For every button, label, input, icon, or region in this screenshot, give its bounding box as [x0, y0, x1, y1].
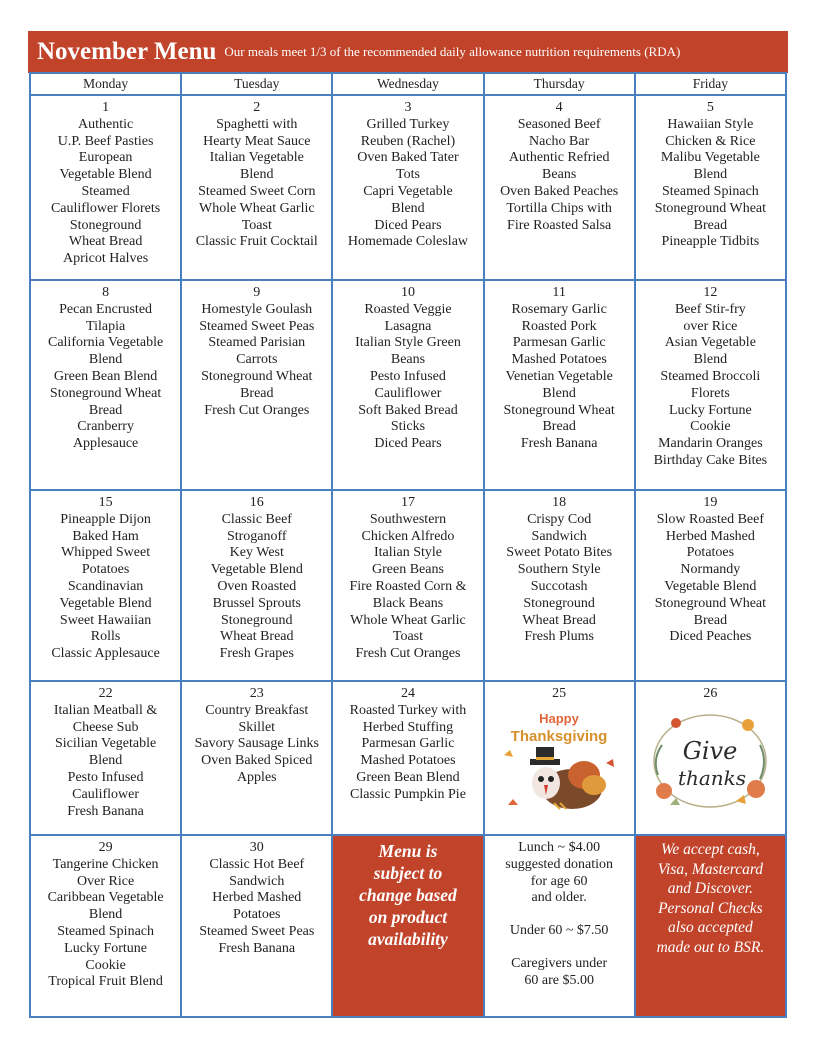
menu-item: Apples — [236, 769, 277, 785]
thanksgiving-cell — [484, 681, 635, 835]
menu-item: Diced Pears — [374, 217, 442, 233]
menu-item: Bread — [693, 217, 728, 233]
day-number: 24 — [400, 686, 415, 701]
menu-item: Spaghetti with — [216, 116, 298, 132]
menu-item: Steamed Sweet Peas — [199, 923, 315, 939]
day-cell — [484, 490, 635, 681]
menu-item: Blend — [693, 167, 728, 183]
menu-item: Potatoes — [81, 562, 130, 578]
day-cell — [181, 280, 332, 490]
menu-item: U.P. Beef Pasties — [57, 133, 154, 149]
day-number: 18 — [552, 495, 567, 510]
menu-item: Normandy — [680, 562, 741, 578]
caregiver-price: 60 are $5.00 — [524, 972, 594, 988]
day-cell — [181, 95, 332, 280]
day-number: 29 — [98, 840, 113, 855]
menu-item: Pecan Encrusted — [59, 301, 153, 317]
menu-item: Cauliflower — [72, 786, 140, 802]
day-number: 22 — [98, 686, 113, 701]
day-cell — [332, 95, 483, 280]
menu-header — [28, 31, 788, 73]
day-number: 25 — [552, 686, 567, 701]
menu-item: Chicken & Rice — [665, 133, 756, 149]
menu-item: Stoneground Wheat — [654, 200, 767, 216]
menu-item: Classic Pumpkin Pie — [350, 786, 466, 802]
menu-item: Reuben (Rachel) — [360, 133, 456, 149]
menu-item: Hearty Meat Sauce — [203, 133, 311, 149]
menu-item: Steamed Broccoli — [660, 368, 761, 384]
menu-item: Classic Beef — [221, 511, 292, 527]
menu-item: over Rice — [683, 318, 738, 334]
menu-item: Sandwich — [531, 528, 587, 544]
menu-item: Steamed Spinach — [57, 923, 154, 939]
price-line: Lunch ~ $4.00 — [518, 840, 601, 855]
menu-item: Rosemary Garlic — [511, 301, 607, 317]
menu-calendar — [29, 72, 787, 1018]
weekday-tuesday: Tuesday — [181, 73, 332, 95]
menu-item: Sticks — [390, 419, 426, 435]
note-line: on product — [368, 907, 448, 927]
menu-item: Scandinavian — [67, 578, 144, 594]
menu-item: Toast — [392, 629, 424, 645]
menu-item: Pineapple Tidbits — [661, 234, 760, 250]
day-cell — [332, 280, 483, 490]
menu-item: Italian Style Green — [355, 335, 461, 351]
menu-item: Classic Hot Beef — [209, 856, 305, 872]
menu-item: Asian Vegetable — [664, 335, 756, 351]
menu-item: Tangerine Chicken — [52, 856, 159, 872]
week-row — [30, 681, 786, 835]
menu-item: Toast — [241, 217, 272, 233]
menu-item: Diced Peaches — [669, 629, 752, 645]
under60-price: Under 60 ~ $7.50 — [509, 923, 609, 939]
menu-item: Mashed Potatoes — [360, 753, 456, 769]
menu-item: Steamed Spinach — [661, 183, 759, 199]
menu-item: Whipped Sweet — [61, 545, 151, 561]
day-number: 23 — [249, 686, 264, 701]
menu-item: Authentic Refried — [508, 150, 610, 166]
menu-item: Parmesan Garlic — [361, 736, 455, 752]
menu-item: Chicken Alfredo — [361, 528, 455, 544]
menu-item: Whole Wheat Garlic — [198, 200, 315, 216]
menu-item: Bread — [88, 402, 123, 418]
day-cell — [635, 95, 786, 280]
give-thanks-cell — [635, 681, 786, 835]
day-cell — [181, 835, 332, 1017]
note-line: change based — [359, 885, 457, 905]
menu-item: Soft Baked Bread — [358, 402, 458, 418]
menu-item: Cranberry — [77, 419, 134, 435]
menu-item: Classic Applesauce — [51, 646, 160, 662]
give-text: Give — [683, 736, 738, 765]
turkey-illustration — [494, 705, 624, 817]
menu-item: Venetian Vegetable — [505, 368, 613, 384]
menu-item: Stoneground Wheat — [201, 368, 313, 384]
day-number: 17 — [400, 495, 415, 510]
menu-item: Roasted Veggie — [364, 301, 452, 317]
menu-item: Southwestern — [369, 511, 447, 527]
menu-item: Skillet — [238, 719, 276, 735]
menu-item: Applesauce — [72, 436, 139, 452]
menu-item: Blend — [693, 352, 728, 368]
note-line: subject to — [373, 863, 443, 883]
menu-item: Blend — [88, 907, 123, 923]
menu-item: Roasted Pork — [521, 318, 597, 334]
menu-item: Steamed Sweet Peas — [199, 318, 315, 334]
week-row — [30, 95, 786, 280]
menu-item: Green Bean Blend — [356, 769, 460, 785]
day-cell — [30, 681, 181, 835]
menu-item: Vegetable Blend — [59, 595, 152, 611]
menu-item: Cauliflower — [374, 385, 442, 401]
menu-item: Vegetable Blend — [664, 578, 757, 594]
menu-item: Sweet Potato Bites — [506, 545, 613, 561]
menu-item: Lucky Fortune — [64, 940, 147, 956]
menu-item: Black Beans — [372, 595, 444, 611]
menu-item: Oven Baked Peaches — [500, 183, 619, 199]
day-cell — [484, 280, 635, 490]
menu-item: Wheat Bread — [522, 612, 596, 628]
payment-line: Visa, Mastercard — [657, 860, 764, 878]
menu-item: Tortilla Chips with — [506, 200, 612, 216]
menu-item: Tots — [396, 167, 420, 183]
payment-line: Personal Checks — [658, 899, 763, 917]
payment-line: We accept cash, — [660, 841, 760, 858]
week-row — [30, 280, 786, 490]
menu-subtitle: Our meals meet 1/3 of the recommended daily allowance nutrition requirements (RDA) — [224, 44, 681, 59]
menu-item: Fresh Cut Oranges — [355, 646, 461, 662]
day-cell — [181, 490, 332, 681]
menu-item: Wheat Bread — [68, 234, 143, 250]
menu-item: Fresh Cut Oranges — [204, 402, 310, 418]
menu-item: Malibu Vegetable — [660, 150, 760, 166]
menu-item: Potatoes — [233, 907, 281, 923]
menu-item: Country Breakfast — [205, 702, 309, 718]
menu-item: Hawaiian Style — [667, 116, 754, 132]
menu-item: Potatoes — [686, 545, 735, 561]
menu-item: Classic Fruit Cocktail — [195, 234, 318, 250]
menu-item: Pesto Infused — [67, 769, 144, 785]
menu-item: Beef Stir-fry — [674, 301, 746, 317]
menu-item: Caribbean Vegetable — [47, 890, 164, 906]
menu-item: Beans — [390, 352, 426, 368]
menu-item: Mashed Potatoes — [511, 352, 607, 368]
day-cell — [30, 95, 181, 280]
menu-item: Stoneground Wheat — [49, 385, 162, 401]
availability-note — [332, 835, 483, 1017]
menu-item: Lucky Fortune — [668, 402, 752, 418]
menu-item: Stoneground Wheat — [654, 595, 767, 611]
day-number: 30 — [249, 840, 264, 855]
menu-item: Whole Wheat Garlic — [350, 612, 466, 628]
menu-item: Italian Meatball & — [53, 702, 158, 718]
menu-item: Sweet Hawaiian — [59, 612, 152, 628]
menu-item: Oven Roasted — [217, 578, 297, 594]
menu-item: Stoneground Wheat — [503, 402, 615, 418]
day-cell — [332, 490, 483, 681]
menu-item: Mandarin Oranges — [658, 436, 763, 452]
menu-item: Cookie — [690, 419, 731, 435]
day-number: 9 — [253, 285, 261, 300]
menu-item: Crispy Cod — [527, 511, 592, 527]
menu-item: Fresh Plums — [524, 629, 594, 645]
menu-item: Savory Sausage Links — [194, 736, 319, 752]
menu-item: Blend — [391, 200, 425, 216]
day-number: 4 — [555, 100, 563, 115]
price-line: suggested donation — [505, 856, 614, 872]
menu-item: Green Bean Blend — [53, 368, 158, 384]
payment-line: made out to BSR. — [656, 938, 765, 956]
day-cell — [30, 490, 181, 681]
menu-item: Cookie — [85, 957, 126, 973]
menu-item: Stoneground — [221, 612, 293, 628]
menu-item: Green Beans — [372, 562, 444, 578]
menu-item: Nacho Bar — [529, 133, 590, 149]
menu-item: Fresh Banana — [67, 803, 144, 819]
day-cell — [332, 681, 483, 835]
menu-item: Stroganoff — [226, 528, 287, 544]
menu-item: Sicilian Vegetable — [54, 736, 157, 752]
menu-item: European — [78, 150, 133, 166]
menu-item: Oven Baked Spiced — [201, 753, 313, 769]
menu-item: Herbed Mashed — [212, 890, 302, 906]
week-row — [30, 835, 786, 1017]
menu-item: Herbed Stuffing — [362, 719, 454, 735]
caregiver-price: Caregivers under — [511, 955, 608, 971]
menu-item: Cheese Sub — [72, 719, 139, 735]
menu-item: Lasagna — [384, 318, 432, 334]
menu-item: Baked Ham — [72, 528, 139, 544]
menu-item: Seasoned Beef — [517, 116, 601, 132]
day-number: 8 — [102, 285, 110, 300]
day-number: 10 — [400, 285, 415, 300]
weekday-wednesday: Wednesday — [332, 73, 483, 95]
weekday-header-row — [30, 73, 786, 95]
day-number: 12 — [703, 285, 718, 300]
menu-item: Homemade Coleslaw — [347, 234, 469, 250]
menu-item: Brussel Sprouts — [212, 595, 301, 611]
menu-item: Cauliflower Florets — [50, 200, 161, 216]
menu-item: Steamed Parisian — [208, 335, 306, 351]
menu-item: Pineapple Dijon — [60, 511, 151, 527]
menu-item: Key West — [229, 545, 284, 561]
day-number: 11 — [552, 285, 566, 300]
day-cell — [30, 280, 181, 490]
menu-item: Fire Roasted Salsa — [507, 217, 612, 233]
menu-item: Birthday Cake Bites — [653, 452, 768, 468]
menu-item: Homestyle Goulash — [201, 301, 313, 317]
menu-item: Oven Baked Tater — [357, 150, 459, 166]
menu-item: Herbed Mashed — [665, 528, 755, 544]
menu-item: Stoneground — [523, 595, 595, 611]
day-number: 2 — [253, 100, 261, 115]
menu-item: Fire Roasted Corn & — [349, 578, 467, 594]
menu-item: Tropical Fruit Blend — [48, 974, 163, 990]
menu-item: Over Rice — [77, 873, 135, 889]
menu-item: Tilapia — [86, 318, 126, 334]
menu-item: Grilled Turkey — [366, 116, 450, 132]
menu-item: Parmesan Garlic — [512, 335, 606, 351]
menu-item: Fresh Banana — [520, 436, 598, 452]
day-number: 1 — [102, 100, 110, 115]
menu-item: Fresh Banana — [218, 940, 296, 956]
menu-item: Steamed Sweet Corn — [198, 183, 316, 199]
day-cell — [635, 490, 786, 681]
day-cell — [635, 280, 786, 490]
pricing-note — [484, 835, 635, 1017]
menu-item: Florets — [690, 385, 730, 401]
menu-item: Pesto Infused — [370, 368, 446, 384]
payment-note — [635, 835, 786, 1017]
day-cell — [484, 95, 635, 280]
menu-item: Sandwich — [229, 873, 285, 889]
give-thanks-wreath — [640, 705, 780, 817]
menu-item: Southern Style — [517, 562, 601, 578]
menu-item: Succotash — [530, 578, 588, 594]
menu-item: Capri Vegetable — [363, 183, 453, 199]
menu-item: Carrots — [236, 352, 278, 368]
menu-item: California Vegetable — [47, 335, 164, 351]
menu-item: Blend — [542, 385, 576, 401]
happy-text: Happy — [539, 710, 580, 726]
week-row — [30, 490, 786, 681]
menu-item: Authentic — [77, 116, 134, 132]
menu-item: Rolls — [90, 629, 121, 645]
price-line: for age 60 — [530, 873, 588, 889]
menu-item: Blend — [88, 753, 123, 769]
day-cell — [30, 835, 181, 1017]
day-number: 16 — [249, 495, 264, 510]
day-number: 15 — [98, 495, 113, 510]
menu-item: Roasted Turkey with — [349, 702, 467, 718]
day-number: 5 — [706, 100, 714, 115]
day-number: 19 — [703, 495, 718, 510]
menu-item: Bread — [693, 612, 728, 628]
payment-line: also accepted — [667, 919, 753, 937]
note-line: availability — [368, 929, 448, 949]
menu-item: Vegetable Blend — [59, 167, 152, 183]
menu-item: Slow Roasted Beef — [656, 511, 765, 527]
menu-item: Beans — [542, 167, 577, 183]
menu-item: Fresh Grapes — [219, 646, 294, 662]
menu-item: Bread — [240, 385, 274, 401]
menu-item: Vegetable Blend — [210, 562, 303, 578]
day-cell — [181, 681, 332, 835]
menu-item: Italian Vegetable — [209, 150, 304, 166]
thanksgiving-text: Thanksgiving — [510, 727, 608, 745]
menu-item: Wheat Bread — [220, 629, 294, 645]
menu-title: November Menu — [37, 38, 217, 65]
menu-item: Blend — [88, 352, 123, 368]
weekday-thursday: Thursday — [484, 73, 635, 95]
weekday-friday: Friday — [635, 73, 786, 95]
day-number: 26 — [703, 686, 718, 701]
price-line: and older. — [531, 890, 587, 906]
menu-item: Apricot Halves — [63, 251, 149, 267]
payment-line: and Discover. — [667, 880, 753, 898]
menu-item: Italian Style — [373, 545, 442, 561]
day-number: 3 — [404, 100, 412, 115]
thanks-text: thanks — [678, 765, 747, 790]
menu-item: Diced Pears — [374, 436, 442, 452]
weekday-monday: Monday — [30, 73, 181, 95]
menu-item: Stoneground — [69, 217, 142, 233]
menu-item: Bread — [542, 419, 576, 435]
menu-item: Blend — [240, 167, 274, 183]
note-line: Menu is — [378, 841, 438, 861]
menu-item: Steamed — [81, 183, 130, 199]
